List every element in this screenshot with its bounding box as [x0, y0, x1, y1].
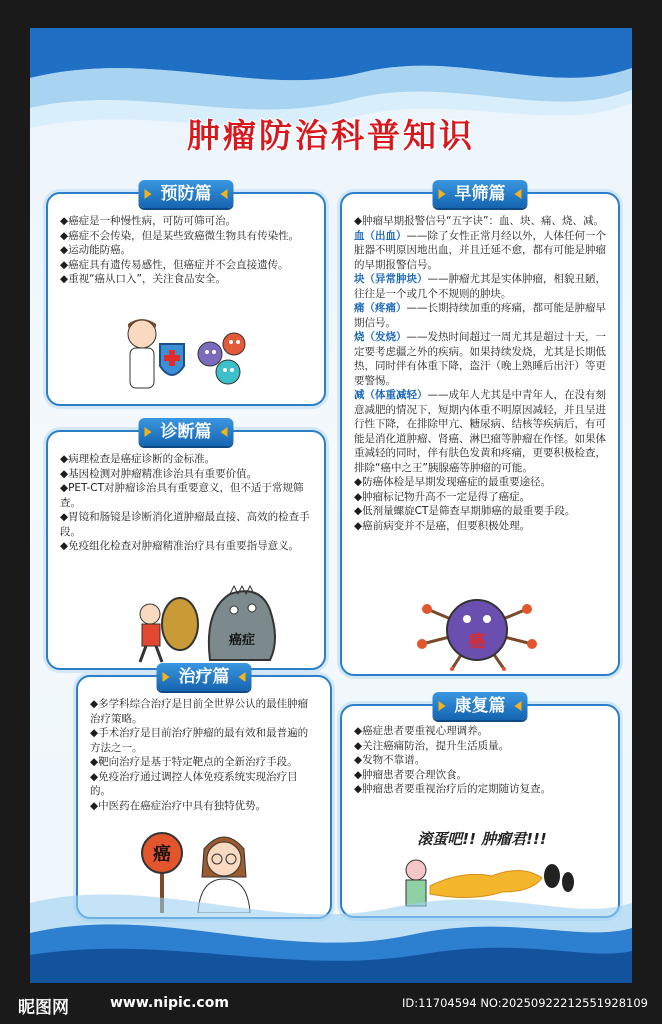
list-item: ◆癌症是一种慢性病，可防可筛可治。: [60, 215, 237, 227]
list-item: ◆低剂量螺旋CT是筛查早期肺癌的最重要手段。: [354, 505, 576, 517]
list-item: ◆基因检测对肿瘤精准诊治具有重要价值。: [60, 467, 258, 480]
rehab-heading: 康复篇: [433, 692, 528, 720]
rehab-text: [354, 724, 606, 797]
signal-item: 烧（发烧）——发热时间超过一周尤其是超过十天，一定要考虑疆之外的疾病。如果持续发烧，尤其是长期低热，同时伴有体重下降，盗汗（晚上熟睡后出汗）等更要警惕。: [354, 331, 606, 387]
list-item: ◆中医药在癌症治疗中具有独特优势。: [90, 799, 267, 812]
list-item: ◆肿瘤患者要重视治疗后的定期随访复查。: [354, 783, 552, 795]
list-item: ◆癌症患者要重视心理调养。: [354, 725, 489, 737]
screening-text: [354, 214, 606, 533]
bottom-wave-decoration: [30, 843, 632, 983]
list-item: ◆关注癌痛防治，提升生活质量。: [354, 739, 510, 752]
image-id-text: ID:11704594 NO:20250922212551928109: [402, 996, 648, 1010]
list-item: ◆肿瘤患者要合理饮食。: [354, 768, 468, 781]
diagnosis-heading: 诊断篇: [139, 418, 234, 446]
prevention-heading: 预防篇: [139, 180, 234, 208]
cancer-virus-illustration: [412, 589, 542, 671]
list-item: ◆运动能防癌。: [60, 244, 132, 256]
list-item: ◆多学科综合治疗是目前全世界公认的最佳肿瘤治疗策略。: [90, 698, 309, 725]
prevention-card: [46, 184, 326, 406]
treatment-heading: 治疗篇: [157, 663, 252, 691]
signal-item: 痛（疼痛）——长期持续加重的疼痛，都可能是肿瘤早期信号。: [354, 302, 606, 329]
list-item: ◆PET-CT对肿瘤诊治具有重要意义，但不适于常规筛查。: [60, 482, 304, 509]
list-item: ◆癌症不会传染，但是某些致癌微生物具有传染性。: [60, 229, 300, 242]
list-item: ◆病理检查是癌症诊断的金标准。: [60, 453, 216, 465]
list-item: ◆免疫组化检查对肿瘤精准治疗具有重要指导意义。: [60, 540, 300, 552]
list-item: ◆肿瘤标记物升高不一定是得了癌症。: [354, 490, 531, 503]
list-item: ◆免疫治疗通过调控人体免疫系统实现治疗目的。: [90, 770, 298, 797]
poster-title: 肿瘤防治科普知识: [187, 116, 475, 155]
diagnosis-card: [46, 422, 326, 670]
signal-key: 痛（疼痛）: [354, 302, 407, 314]
signal-item: 块（异常肿块）——肿瘤尤其是实体肿瘤，相貌丑陋，往往是一个或几个不规则的肿块。: [354, 273, 606, 300]
intro-text: ◆肿瘤早期报警信号“五字诀”：血、块、痛、烧、减。: [354, 215, 604, 227]
screening-heading: 早筛篇: [433, 180, 528, 208]
signal-key: 烧（发烧）: [354, 331, 407, 343]
list-item: ◆癌前病变并不是癌，但要积极处理。: [354, 519, 531, 532]
watermark-footer: [0, 985, 662, 1024]
list-item: ◆靶向治疗是基于特定靶点的全新治疗手段。: [90, 756, 298, 768]
signal-key: 块（异常肿块）: [354, 273, 428, 285]
site-logo: 昵图网: [18, 998, 69, 1018]
doctor-with-shield-illustration: [110, 314, 260, 398]
illustration-caption: 滚蛋吧!! 肿瘤君!!!: [417, 830, 547, 848]
diagnosis-text: [60, 452, 312, 554]
list-item: ◆发物不靠谱。: [354, 754, 426, 766]
signal-key: 减（体重减轻）: [354, 389, 428, 401]
signal-item: 血（出血）——除了女性正常月经以外，人体任何一个脏器不明原因地出血，并且迁延不愈，都有可能是肿瘤的早期报警信号。: [354, 229, 606, 271]
stop-sign-label: 癌: [153, 844, 171, 865]
list-item: ◆防癌体检是早期发现癌症的最重要途径。: [354, 476, 552, 488]
monster-label: 癌症: [228, 633, 256, 648]
prevention-text: [60, 214, 312, 287]
list-item: ◆重视“癌从口入”，关注食品安全。: [60, 273, 226, 285]
signal-item: 减（体重减轻）——成年人尤其是中青年人，在没有刻意减肥的情况下，短期内体重不明原因减轻，并且呈进行性下降，在排除甲亢、糖尿病、结核等疾病后，有可能是消化道肿瘤、肾癌、淋巴瘤等肿瘤在作怪。如果体重减轻的同时，伴有肤色发黄和疼痛，更要积极检查，排除“癌中之王”胰腺癌等肿瘤的可能。: [354, 389, 606, 474]
list-item: ◆癌症具有遗传易感性，但癌症并不会直接遗传。: [60, 258, 289, 271]
poster: [30, 28, 632, 983]
list-item: ◆手术治疗是目前治疗肿瘤的最有效和最普遍的方法之一。: [90, 727, 309, 754]
signal-key: 血（出血）: [354, 229, 407, 242]
list-item: ◆胃镜和肠镜是诊断消化道肿瘤最直接、高效的检查手段。: [60, 511, 310, 538]
boy-vs-cancer-monster-illustration: [130, 580, 290, 664]
site-url: www.nipic.com: [110, 995, 229, 1011]
screening-card: [340, 184, 620, 676]
treatment-text: [90, 697, 318, 813]
virus-label: 癌: [468, 632, 486, 652]
